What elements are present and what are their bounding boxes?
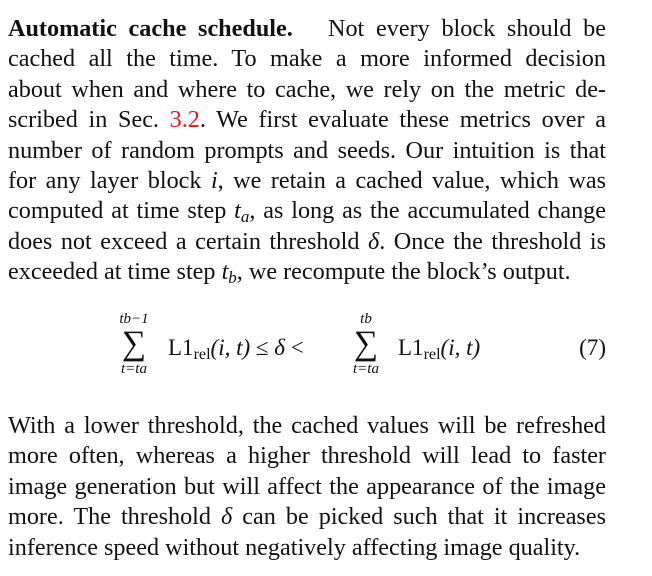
text-line: image generation but will affect the appearance of the image bbox=[8, 472, 606, 500]
text-line: for any layer block i, we retain a cached value, which was bbox=[8, 166, 607, 194]
text-line: more. The threshold δ can be picked such that it increases bbox=[8, 503, 606, 531]
sum-upper-limit: tb−1 bbox=[119, 311, 149, 327]
sum-upper-limit: tb bbox=[360, 311, 372, 327]
text-line: does not exceed a certain threshold δ. Once the threshold is bbox=[8, 227, 606, 255]
text-line: about when and where to cache, we rely on the metric de- bbox=[8, 75, 606, 103]
section-reference-link[interactable]: 3.2 bbox=[169, 106, 200, 134]
text-line: inference speed without negatively affecting image quality. bbox=[8, 533, 581, 561]
paragraph-threshold bbox=[8, 411, 606, 563]
text-line: exceeded at time step $t_b$, we recompute the block’s output. bbox=[8, 258, 571, 288]
equation-7 bbox=[0, 305, 652, 395]
text-line: Automatic cache schedule. Not every block should be bbox=[8, 15, 606, 42]
text-line: With a lower threshold, the cached values will be refreshed bbox=[8, 412, 606, 439]
text-line: computed at time step $t_a$, as long as the accumulated change bbox=[8, 197, 606, 227]
sigma-icon: ∑ bbox=[121, 325, 147, 362]
sum-lower-limit: t=ta bbox=[353, 361, 379, 377]
sigma-icon: ∑ bbox=[353, 325, 379, 362]
text-line: cached all the time. To make a more informed decision bbox=[8, 45, 606, 73]
paragraph-automatic-cache-schedule bbox=[8, 14, 606, 288]
paragraph-heading: Automatic cache schedule. bbox=[8, 15, 293, 42]
equation-rhs-term: $L1_{rel}(i$, t) bbox=[398, 335, 481, 364]
text-line: scribed in Sec. 3.2. We first evaluate these metrics over a bbox=[8, 106, 606, 134]
sum-lower-limit: t=ta bbox=[121, 361, 147, 377]
text-line: more often, whereas a higher threshold will lead to faster bbox=[8, 442, 606, 470]
equation-lhs-term: $L1_{rel}(i$, t) ≤ δ < bbox=[168, 335, 304, 364]
text-line: number of random prompts and seeds. Our intuition is that bbox=[8, 136, 606, 164]
equation-number: (7) bbox=[579, 335, 606, 360]
summation-2 bbox=[336, 311, 396, 377]
summation-1 bbox=[104, 311, 164, 377]
